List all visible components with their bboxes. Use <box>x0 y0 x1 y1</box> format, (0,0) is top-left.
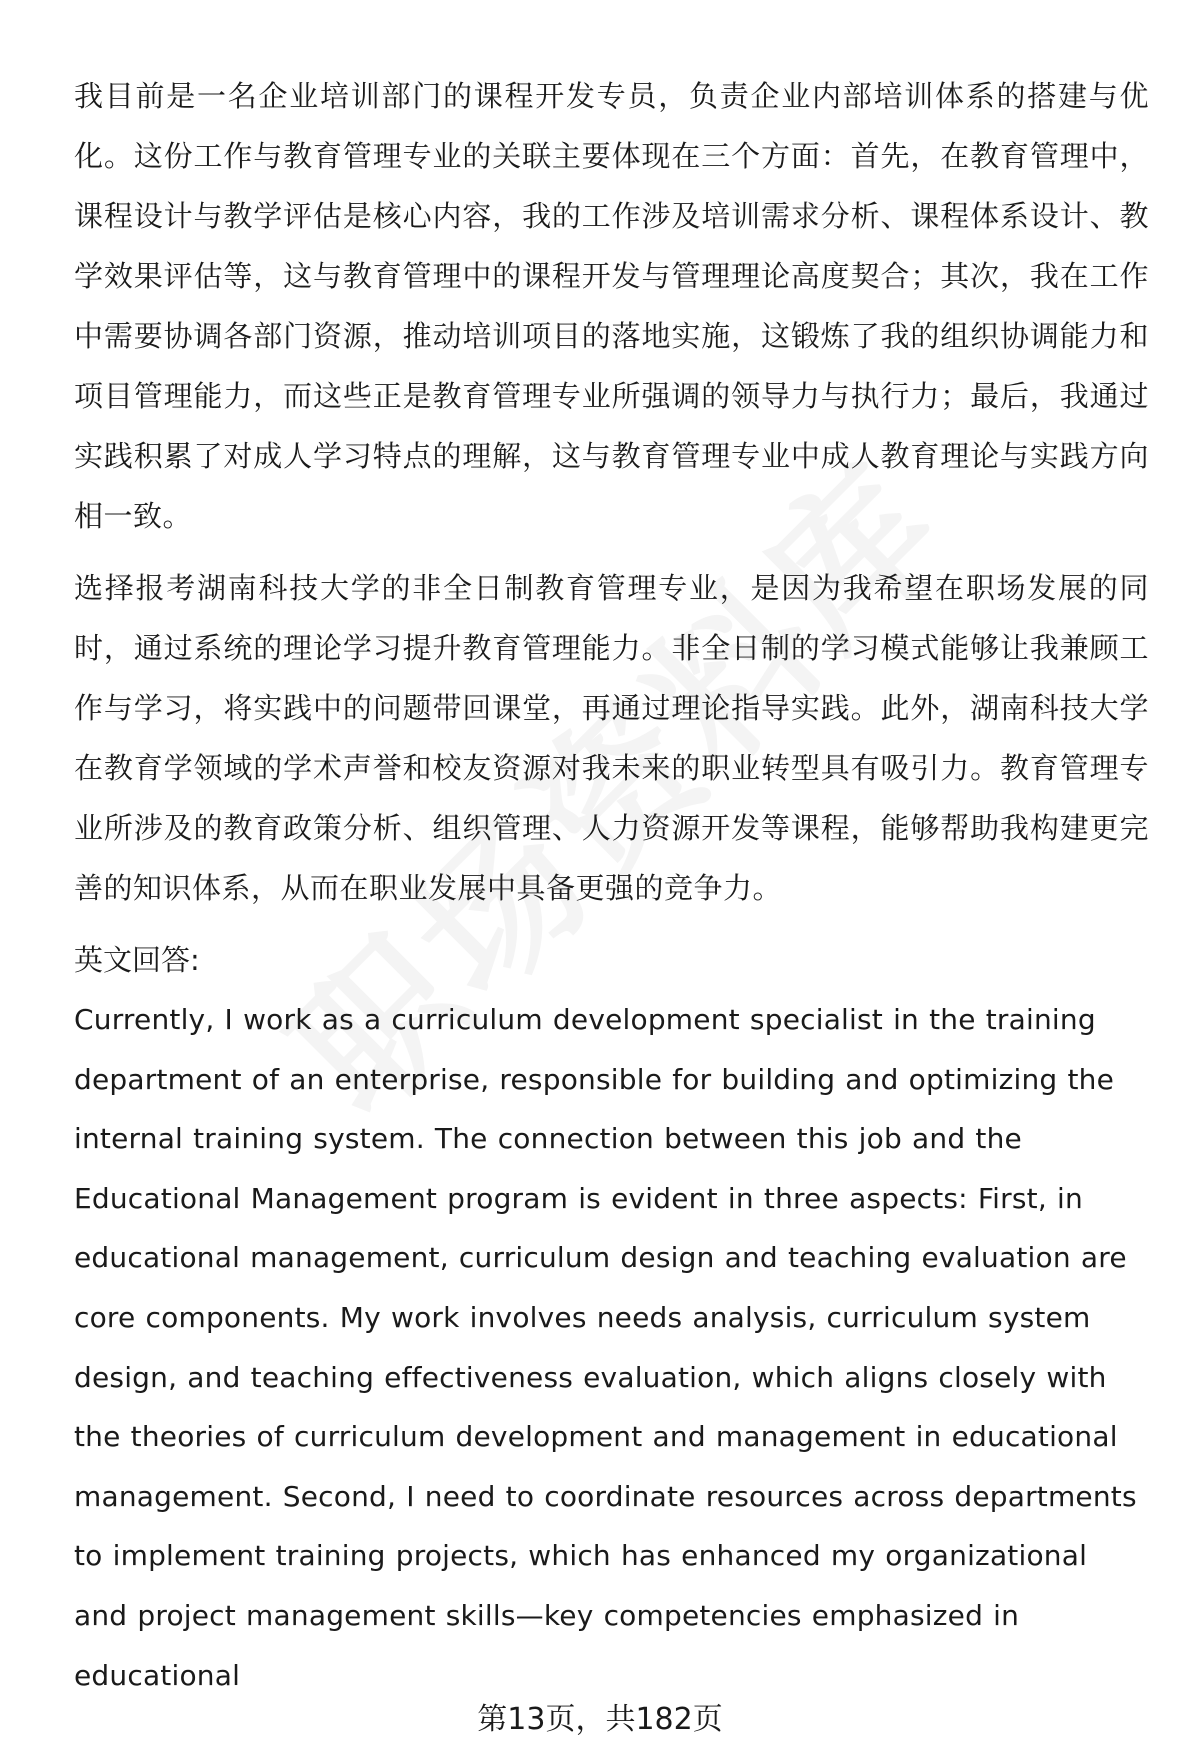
page-indicator: 第13页，共182页 <box>477 1702 723 1737</box>
paragraph-zh-1: 我目前是一名企业培训部门的课程开发专员，负责企业内部培训体系的搭建与优化。这份工作与教育管理专业的关联主要体现在三个方面：首先，在教育管理中，课程设计与教学评估是核心内容，我的工作涉及培训需求分析、课程体系设计、教学效果评估等，这与教育管理中的课程开发与管理理论高度契合；其次，我在工作中需要协调各部门资源，推动培训项目的落地实施，这锻炼了我的组织协调能力和项目管理能力，而这些正是教育管理专业所强调的领导力与执行力；最后，我通过实践积累了对成人学习特点的理解，这与教育管理专业中成人教育理论与实践方向相一致。 <box>74 79 1149 533</box>
paragraph-en-1: Currently, I work as a curriculum development specialist in the training department of an enterprise, responsible for building and optimizing the internal training system. The connection between this job and the Educational Management program is evident in three aspects: First, in educational management, curriculum design and teaching evaluation are core components. My work involves needs analysis, curriculum system design, and teaching effectiveness evaluation, which aligns closely with the theories of curriculum development and management in educational management. Second, I need to coordinate resources across departments to implement training projects, which has enhanced my organizational and project management skills—key competencies emphasized in educational <box>74 1003 1137 1692</box>
english-answer-label: 英文回答: <box>74 943 200 977</box>
document-body <box>74 66 1149 1705</box>
paragraph-zh-2: 选择报考湖南科技大学的非全日制教育管理专业，是因为我希望在职场发展的同时，通过系统的理论学习提升教育管理能力。非全日制的学习模式能够让我兼顾工作与学习，将实践中的问题带回课堂，再通过理论指导实践。此外，湖南科技大学在教育学领域的学术声誉和校友资源对我未来的职业转型具有吸引力。教育管理专业所涉及的教育政策分析、组织管理、人力资源开发等课程，能够帮助我构建更完善的知识体系，从而在职业发展中具备更强的竞争力。 <box>74 571 1149 905</box>
